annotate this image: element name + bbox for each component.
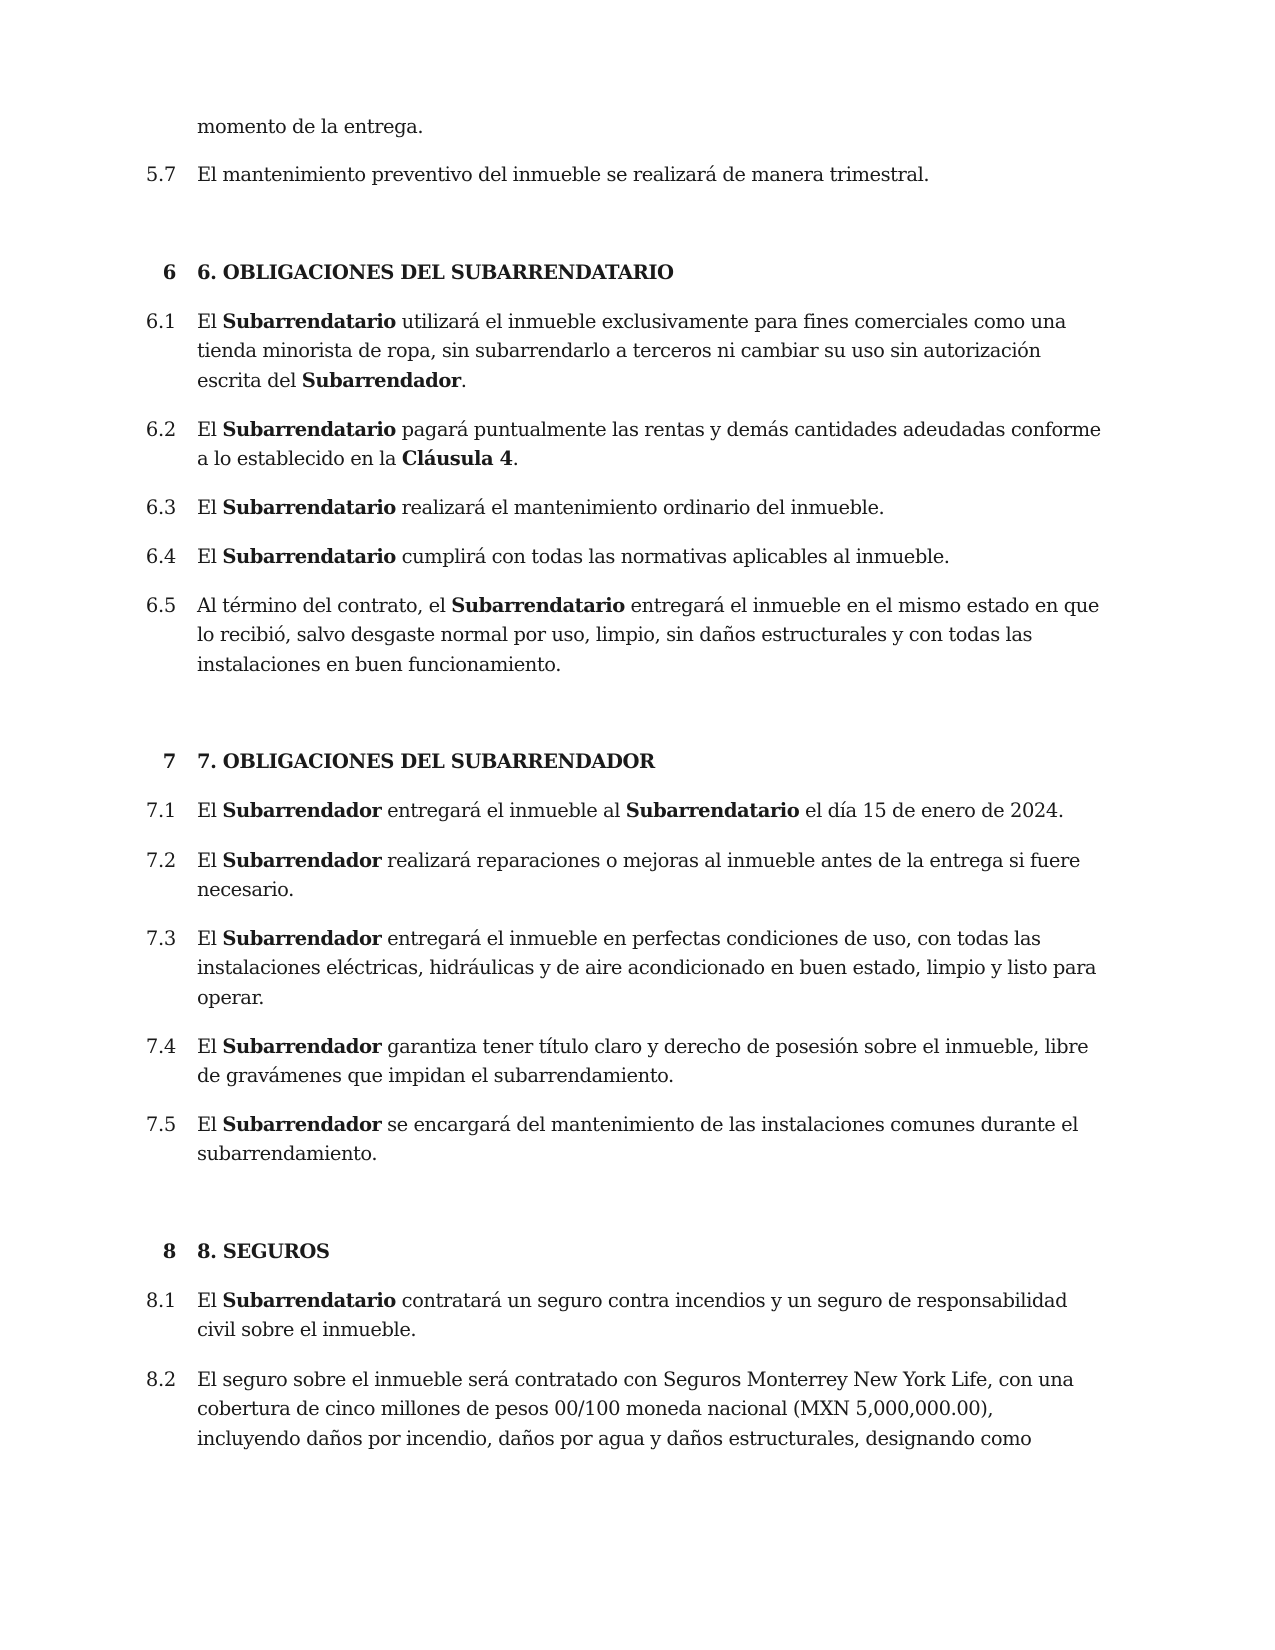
text-run: entregará el inmueble en el mismo estado en que	[624, 594, 1099, 617]
defined-term: Subarrendatario	[222, 496, 396, 519]
clause-number: 6.4	[145, 545, 176, 568]
text-line	[197, 875, 294, 905]
text-line	[197, 415, 1101, 445]
defined-term: Subarrendador	[301, 368, 461, 392]
text-run: subarrendamiento.	[197, 1142, 378, 1166]
text-run: instalaciones eléctricas, hidráulicas y de aire acondicionado en buen estado, limpio y listo para	[197, 956, 1097, 980]
section-heading: 7. OBLIGACIONES DEL SUBARRENDADOR	[197, 750, 655, 773]
text-line	[197, 924, 1041, 954]
clause-number: 7.5	[145, 1113, 176, 1136]
defined-term: Subarrendatario	[222, 418, 396, 441]
defined-term: Subarrendador	[222, 1113, 382, 1136]
text-run: El	[197, 1289, 223, 1312]
text-line	[197, 620, 1032, 650]
text-line	[197, 1315, 416, 1345]
text-run: cumplirá con todas las normativas aplicables al inmueble.	[395, 545, 950, 568]
section-heading: 8. SEGUROS	[197, 1240, 330, 1263]
text-line	[197, 1110, 1078, 1140]
text-line	[197, 366, 467, 396]
text-run: El	[197, 1113, 223, 1136]
text-line	[197, 493, 884, 523]
text-run: garantiza tener título claro y derecho de posesión sobre el inmueble, libre	[381, 1035, 1089, 1058]
text-run: realizará el mantenimiento ordinario del inmueble.	[395, 496, 885, 519]
text-run: El mantenimiento preventivo del inmueble se realizará de manera trimestral.	[197, 163, 930, 186]
text-line	[197, 1365, 1074, 1395]
clause-number: 6.2	[145, 418, 176, 441]
defined-term: Subarrendador	[222, 849, 382, 872]
text-run: necesario.	[197, 878, 294, 902]
section-heading: 6. OBLIGACIONES DEL SUBARRENDATARIO	[197, 261, 674, 284]
text-line	[197, 307, 1066, 337]
continuation-text: momento de la entrega.	[197, 115, 424, 138]
text-line	[197, 1394, 993, 1424]
text-run: contratará un seguro contra incendios y un seguro de responsabilidad	[395, 1289, 1068, 1312]
text-run: .	[460, 368, 467, 392]
clause-number: 7.3	[145, 927, 176, 950]
defined-term: Cláusula 4	[401, 447, 513, 471]
clause-number: 7.4	[145, 1035, 176, 1058]
text-run: el día 15 de enero de 2024.	[799, 799, 1064, 822]
defined-term: Subarrendatario	[451, 594, 625, 617]
text-run: El	[197, 418, 223, 441]
text-run: El	[197, 849, 223, 872]
clause-number: 7.2	[145, 849, 176, 872]
text-line	[197, 542, 950, 572]
text-line	[197, 796, 1064, 826]
defined-term: Subarrendatario	[222, 545, 396, 568]
text-run: El	[197, 496, 223, 519]
defined-term: Subarrendatario	[222, 1289, 396, 1312]
section-number: 6	[162, 261, 176, 284]
text-line	[197, 591, 1099, 621]
defined-term: Subarrendador	[222, 799, 382, 822]
text-run: se encargará del mantenimiento de las instalaciones comunes durante el	[381, 1113, 1078, 1136]
defined-term: Subarrendador	[222, 1035, 382, 1058]
text-run: lo recibió, salvo desgaste normal por uso, limpio, sin daños estructurales y con todas las	[197, 623, 1033, 647]
clause-number: 5.7	[145, 163, 176, 186]
section-number: 7	[162, 750, 176, 773]
defined-term: Subarrendatario	[625, 799, 800, 822]
clause-number: 6.3	[145, 496, 176, 519]
text-line	[197, 444, 518, 474]
text-run: de gravámenes que impidan el subarrendamiento.	[197, 1064, 674, 1088]
text-run: El	[197, 310, 223, 333]
text-run: cobertura de cinco millones de pesos 00/100 moneda nacional (MXN 5,000,000.00),	[197, 1397, 994, 1421]
text-run: operar.	[197, 985, 264, 1009]
text-run: Al término del contrato, el	[197, 594, 452, 617]
text-run: tienda minorista de ropa, sin subarrendarlo a terceros ni cambiar su uso sin autorización	[197, 339, 1041, 363]
text-line	[197, 846, 1080, 876]
text-run: incluyendo daños por incendio, daños por agua y daños estructurales, designando como	[197, 1426, 1032, 1450]
clause-number: 7.1	[145, 799, 176, 822]
text-run: entregará el inmueble en perfectas condiciones de uso, con todas las	[381, 927, 1041, 950]
text-run: utilizará el inmueble exclusivamente para fines comerciales como una	[395, 310, 1066, 333]
clause-number: 6.1	[145, 310, 176, 333]
clause-number: 8.1	[145, 1289, 176, 1312]
text-run: instalaciones en buen funcionamiento.	[197, 652, 561, 676]
text-run: a lo establecido en la	[197, 447, 402, 471]
text-run: El	[197, 927, 223, 950]
text-run: pagará puntualmente las rentas y demás cantidades adeudadas conforme	[395, 418, 1101, 441]
text-run: El seguro sobre el inmueble será contratado con Seguros Monterrey New York Life, con una	[197, 1368, 1074, 1391]
defined-term: Subarrendador	[222, 927, 382, 950]
text-run: El	[197, 1035, 223, 1058]
text-line	[197, 650, 561, 680]
section-number: 8	[162, 1240, 176, 1263]
text-line	[197, 336, 1041, 366]
text-line	[197, 953, 1096, 983]
text-run: El	[197, 545, 223, 568]
text-run: realizará reparaciones o mejoras al inmueble antes de la entrega si fuere	[381, 849, 1080, 872]
clause-number: 6.5	[145, 594, 176, 617]
text-line	[197, 1424, 1031, 1454]
text-run: El	[197, 799, 223, 822]
text-line	[197, 983, 264, 1013]
defined-term: Subarrendatario	[222, 310, 396, 333]
text-run: .	[512, 447, 519, 471]
text-line	[197, 160, 929, 190]
text-line	[197, 1032, 1088, 1062]
text-run: escrita del	[197, 368, 302, 392]
text-line	[197, 1286, 1067, 1316]
text-line	[197, 1139, 377, 1169]
text-line	[197, 1061, 674, 1091]
clause-number: 8.2	[145, 1368, 176, 1391]
text-run: entregará el inmueble al	[381, 799, 626, 822]
text-run: civil sobre el inmueble.	[197, 1318, 417, 1342]
